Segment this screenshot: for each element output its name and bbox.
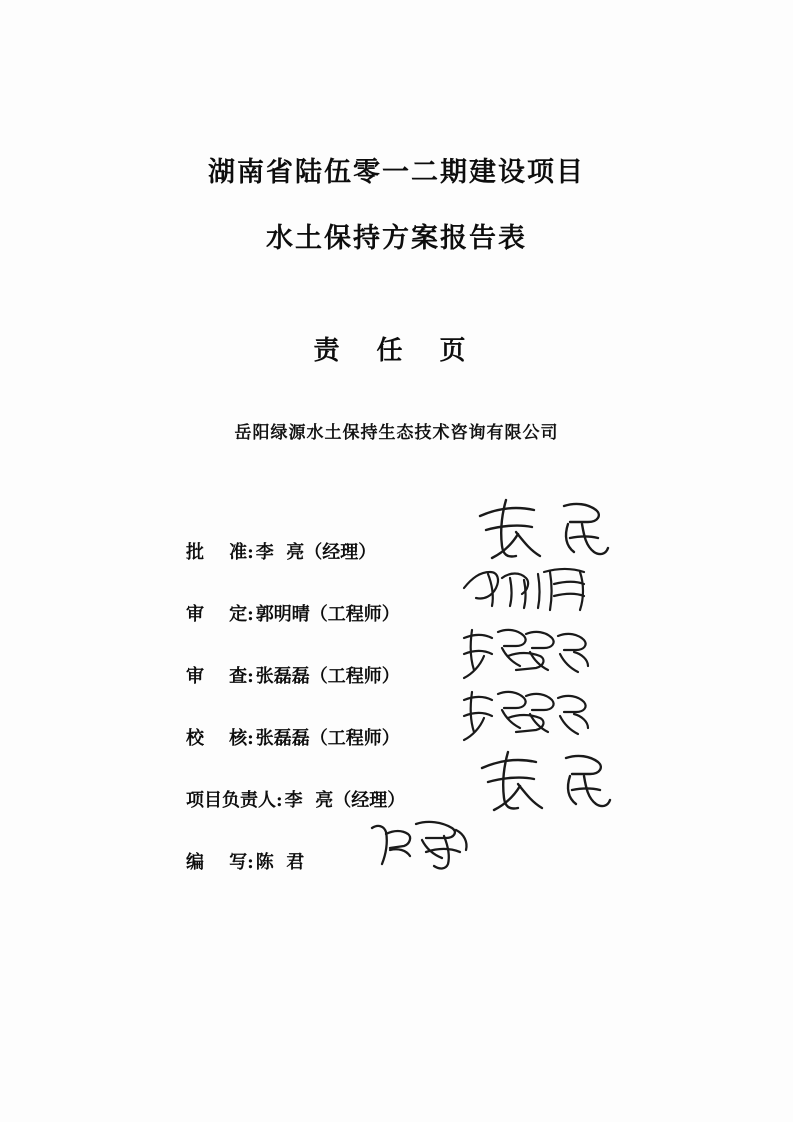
signature-li-liang-approve: [472, 494, 612, 564]
role-row: [186, 582, 746, 644]
role-label: 审 定:: [186, 604, 254, 625]
document-subtitle: 责 任 页: [313, 336, 480, 366]
role-row: [186, 830, 746, 892]
role-label: 批 准:: [186, 542, 254, 563]
title-line-1: 湖南省陆伍零一二期建设项目: [208, 157, 585, 188]
role-value: 张磊磊（工程师）: [255, 666, 400, 687]
responsibility-list: [186, 520, 746, 892]
role-value: 张磊磊（工程师）: [255, 728, 400, 749]
role-label: 审 查:: [186, 666, 254, 687]
role-row: [186, 706, 746, 768]
role-value: 李 亮（经理）: [284, 790, 406, 811]
role-row: [186, 520, 746, 582]
role-value: 李 亮（经理）: [255, 542, 377, 563]
role-value: 陈 君: [255, 852, 305, 873]
role-row: [186, 768, 746, 830]
title-line-2: 水土保持方案报告表: [266, 223, 527, 254]
role-label: 编 写:: [186, 852, 254, 873]
role-value: 郭明晴（工程师）: [255, 604, 400, 625]
role-row: [186, 644, 746, 706]
document-title: [0, 140, 793, 272]
role-label: 校 核:: [186, 728, 254, 749]
role-label: 项目负责人:: [186, 790, 283, 811]
company-name: 岳阳绿源水土保持生态技术咨询有限公司: [234, 423, 559, 443]
